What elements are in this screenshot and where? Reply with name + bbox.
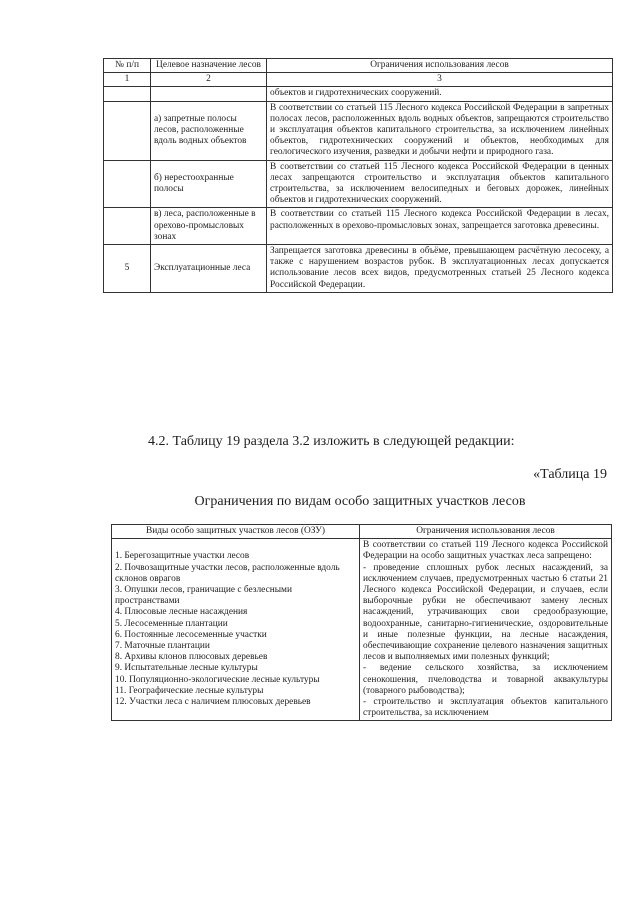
list-item: 9. Испытательные лесные культуры: [115, 663, 258, 674]
list-item: 8. Архивы клонов плюсовых деревьев: [115, 652, 268, 663]
list-item: 12. Участки леса с наличием плюсовых деревьев: [115, 697, 311, 708]
cell-restriction: Запрещается заготовка древесины в объёме, превышающем расчётную лесосеку, а также с нарушением возрастов рубок. В эксплуатационных лесах допускается использование лесов всех видов, предусмотренных статьей 25 Лесного кодекса Российской Федерации.: [267, 245, 613, 293]
header-number: № п/п: [104, 59, 151, 73]
table-row: [104, 208, 613, 245]
list-item: 10. Популяционно-экологические лесные культуры: [115, 674, 320, 685]
ozu-restrictions-table: [111, 524, 612, 721]
cell-number: [104, 208, 151, 245]
cell-restriction: В соответствии со статьей 115 Лесного кодекса Российской Федерации в запретных полосах лесов, расположенных вдоль водных объектов, запрещаются строительство и эксплуатация объектов капитального строительства, за исключением линейных объектов, гидротехнических сооружений и объектов, необходимых для геологического изучения, разведки и добычи нефти и природного газа.: [267, 101, 613, 160]
header-restrictions: Ограничения использования лесов: [360, 525, 612, 539]
table-title: Ограничения по видам особо защитных участков лесов: [194, 494, 526, 509]
cell-number: [104, 160, 151, 208]
list-item: 7. Маточные плантации: [115, 641, 210, 652]
cell-number: [104, 101, 151, 160]
cell-restriction: В соответствии со статьей 115 Лесного кодекса Российской Федерации в ценных лесах запрещаются строительство и эксплуатация объектов капитального строительства, за исключением велосипедных и беговых дорожек, линейных объектов и гидротехнических сооружений.: [267, 160, 613, 208]
cell-number: 5: [104, 245, 151, 293]
table-caption: «Таблица 19: [533, 467, 607, 482]
table-header-row: [112, 525, 612, 539]
list-item: 4. Плюсовые лесные насаждения: [115, 607, 248, 618]
list-item: 6. Постоянные лесосеменные участки: [115, 629, 267, 640]
table-row: [104, 87, 613, 101]
table-row: [112, 539, 612, 721]
header-ozu-types: Виды особо защитных участков лесов (ОЗУ): [112, 525, 360, 539]
cell-restriction: В соответствии со статьей 115 Лесного кодекса Российской Федерации в лесах, расположенных в орехово-промысловых зонах, запрещается заготовка древесины.: [267, 208, 613, 245]
section-heading: 4.2. Таблицу 19 раздела 3.2 изложить в следующей редакции:: [148, 434, 515, 449]
table-column-number-row: [104, 73, 613, 87]
list-item: 1. Берегозащитные участки лесов: [115, 551, 250, 562]
column-number: 1: [104, 73, 151, 87]
table-row: [104, 160, 613, 208]
table-row: [104, 245, 613, 293]
list-item: 3. Опушки лесов, граничащие с безлесными пространствами: [115, 585, 292, 607]
list-item: 2. Почвозащитные участки лесов, расположенные вдоль склонов оврагов: [115, 562, 340, 584]
forest-purpose-table: [103, 58, 613, 293]
cell-purpose: [151, 87, 267, 101]
cell-purpose: Эксплуатационные леса: [151, 245, 267, 293]
header-purpose: Целевое назначение лесов: [151, 59, 267, 73]
cell-restriction: В соответствии со статьей 119 Лесного кодекса Российской Федерации на особо защитных участках леса запрещено: - проведение сплошных рубок лесных насаждений, за исключением случаев, предусмотренных частью 6 статьи 21 Лесного кодекса Российской Федерации, и случаев, если выборочные рубки не обеспечивают замену лесных насаждений, утрачивающих свои средообразующие, водоохранные, санитарно-гигиенические, оздоровительные и иные полезные функции, на лесные насаждения, обеспечивающие сохранение целевого назначения защитных лесов и выполняемых ими полезных функций; - ведение сельского хозяйства, за исключением сенокошения, пчеловодства и товарной аквакультуры (товарного рыбоводства); - строительство и эксплуатация объектов капитального строительства, за исключением: [360, 539, 612, 721]
cell-purpose: б) нерестоохранные полосы: [151, 160, 267, 208]
list-item: 5. Лесосеменные плантации: [115, 618, 228, 629]
cell-purpose: а) запретные полосы лесов, расположенные вдоль водных объектов: [151, 101, 267, 160]
ozu-types-list: [112, 539, 360, 721]
column-number: 3: [267, 73, 613, 87]
cell-number: [104, 87, 151, 101]
list-item: 11. Географические лесные культуры: [115, 685, 264, 696]
cell-restriction: объектов и гидротехнических сооружений.: [267, 87, 613, 101]
cell-purpose: в) леса, расположенные в орехово-промысловых зонах: [151, 208, 267, 245]
header-restrictions: Ограничения использования лесов: [267, 59, 613, 73]
table-row: [104, 101, 613, 160]
table-header-row: [104, 59, 613, 73]
column-number: 2: [151, 73, 267, 87]
